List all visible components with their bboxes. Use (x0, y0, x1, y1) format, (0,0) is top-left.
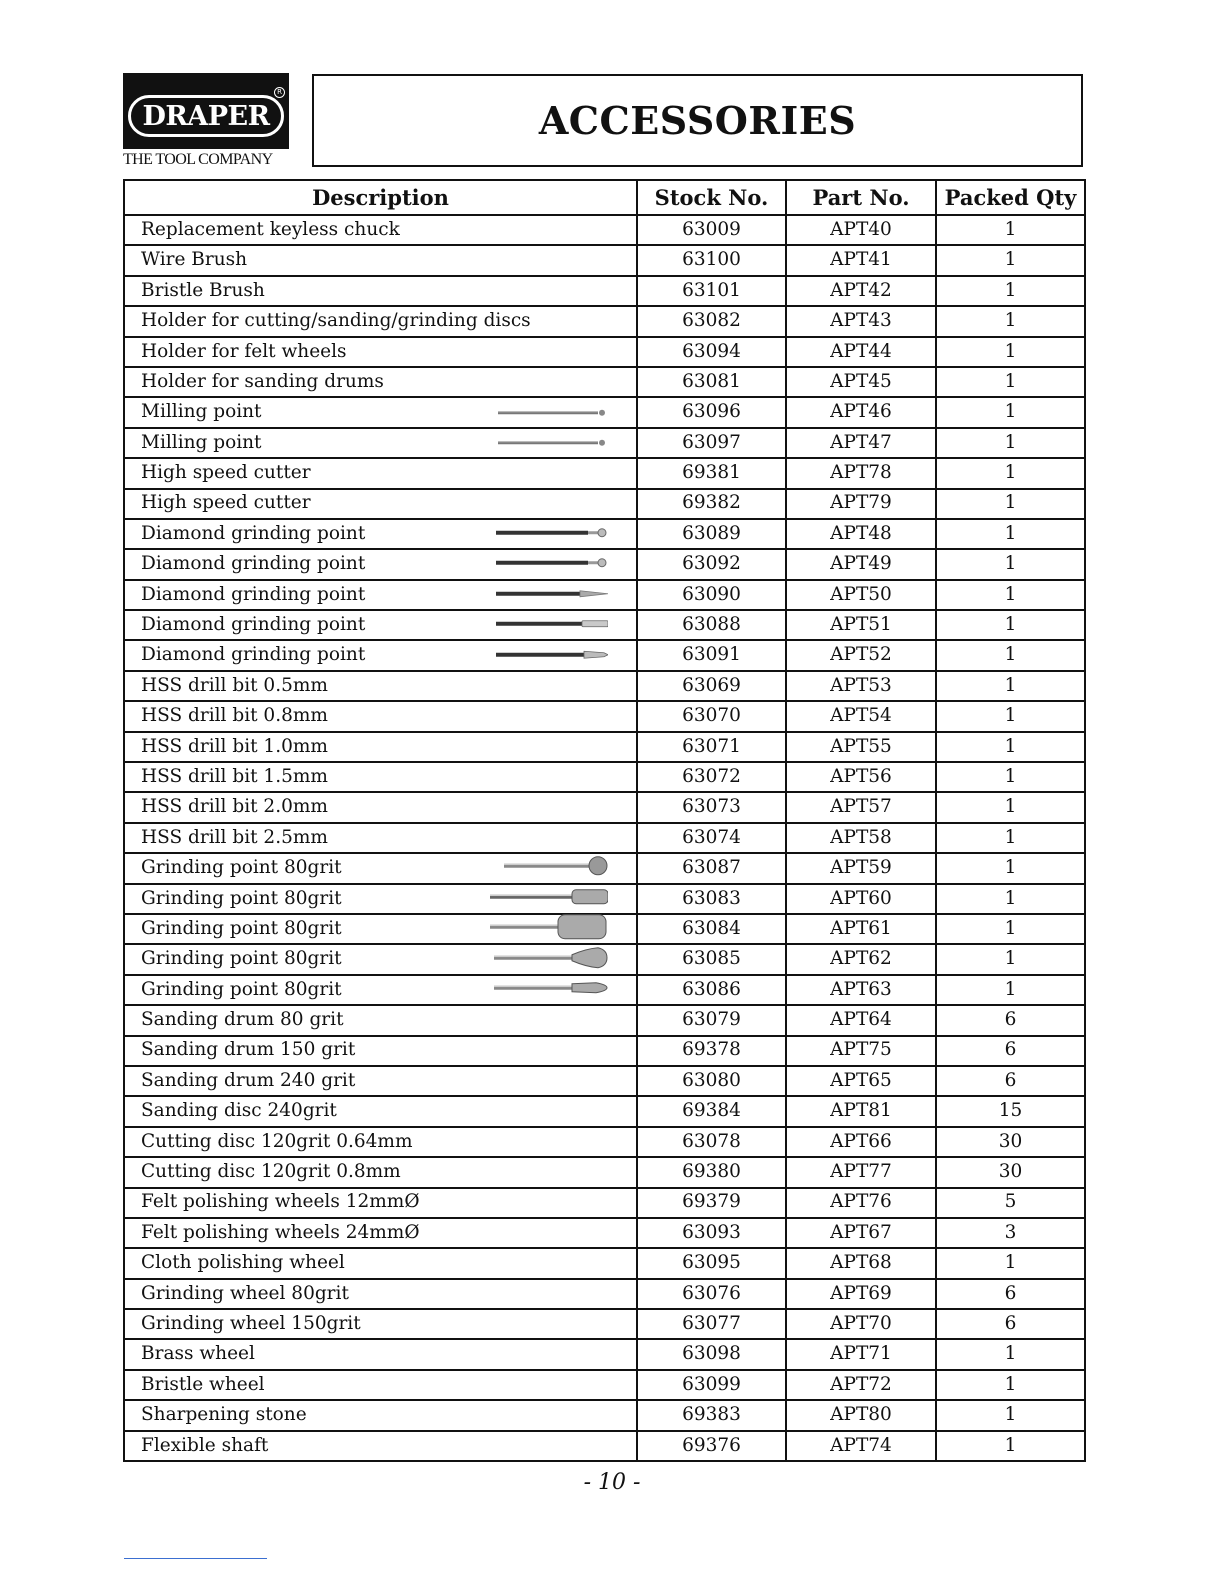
cell-packed-qty: 1 (936, 1370, 1085, 1400)
cell-stock-no: 63089 (637, 519, 786, 549)
cell-description (124, 367, 637, 397)
table-header-row (124, 180, 1085, 215)
logo-wordmark: DRAPER (128, 95, 284, 137)
table-row (124, 1188, 1085, 1218)
cell-packed-qty: 1 (936, 1431, 1085, 1461)
cell-packed-qty: 1 (936, 337, 1085, 367)
cell-stock-no: 63096 (637, 397, 786, 427)
cell-description (124, 610, 637, 640)
cell-part-no: APT57 (786, 792, 936, 822)
description-text: Diamond grinding point (141, 614, 366, 636)
cell-packed-qty: 1 (936, 944, 1085, 974)
cell-packed-qty: 1 (936, 1248, 1085, 1278)
cell-packed-qty: 1 (936, 884, 1085, 914)
cell-stock-no: 63082 (637, 306, 786, 336)
cell-packed-qty: 1 (936, 458, 1085, 488)
cell-packed-qty: 1 (936, 215, 1085, 245)
table-row (124, 489, 1085, 519)
table-row (124, 1400, 1085, 1430)
diamond-taper-icon (496, 646, 608, 665)
cell-description (124, 671, 637, 701)
cell-description (124, 1339, 637, 1369)
cell-packed-qty: 1 (936, 489, 1085, 519)
cell-stock-no: 63084 (637, 914, 786, 944)
table-row (124, 944, 1085, 974)
cell-stock-no: 63072 (637, 762, 786, 792)
cell-description (124, 245, 637, 275)
table-row (124, 549, 1085, 579)
cell-part-no: APT63 (786, 975, 936, 1005)
cell-part-no: APT79 (786, 489, 936, 519)
cell-stock-no: 63091 (637, 640, 786, 670)
cell-stock-no: 63074 (637, 823, 786, 853)
description-text: Holder for sanding drums (141, 370, 384, 392)
description-text: Flexible shaft (141, 1434, 269, 1456)
table-row (124, 671, 1085, 701)
cell-part-no: APT54 (786, 701, 936, 731)
cell-packed-qty: 15 (936, 1096, 1085, 1126)
cell-packed-qty: 1 (936, 580, 1085, 610)
cell-description (124, 337, 637, 367)
cell-part-no: APT77 (786, 1157, 936, 1187)
cell-description (124, 1400, 637, 1430)
table-row (124, 1157, 1085, 1187)
description-text: Diamond grinding point (141, 644, 366, 666)
cell-part-no: APT50 (786, 580, 936, 610)
cell-description (124, 1309, 637, 1339)
cell-description (124, 519, 637, 549)
draper-logo (123, 73, 289, 171)
description-text: Grinding point 80grit (141, 978, 342, 1000)
cell-description (124, 732, 637, 762)
cell-part-no: APT64 (786, 1005, 936, 1035)
table-row (124, 762, 1085, 792)
cell-packed-qty: 6 (936, 1005, 1085, 1035)
cell-packed-qty: 1 (936, 367, 1085, 397)
cell-description (124, 1157, 637, 1187)
cell-stock-no: 63079 (637, 1005, 786, 1035)
cell-stock-no: 63099 (637, 1370, 786, 1400)
cell-description (124, 762, 637, 792)
cell-stock-no: 69380 (637, 1157, 786, 1187)
cell-stock-no: 63086 (637, 975, 786, 1005)
description-text: Sanding drum 150 grit (141, 1039, 356, 1061)
cell-packed-qty: 6 (936, 1309, 1085, 1339)
cell-packed-qty: 1 (936, 640, 1085, 670)
description-text: Grinding point 80grit (141, 948, 342, 970)
cell-description (124, 701, 637, 731)
cell-packed-qty: 1 (936, 1400, 1085, 1430)
description-text: Cloth polishing wheel (141, 1252, 345, 1274)
table-row (124, 975, 1085, 1005)
cell-stock-no: 69383 (637, 1400, 786, 1430)
table-row (124, 428, 1085, 458)
cell-stock-no: 63101 (637, 276, 786, 306)
cell-part-no: APT52 (786, 640, 936, 670)
cell-stock-no: 69378 (637, 1036, 786, 1066)
cell-part-no: APT74 (786, 1431, 936, 1461)
logo-badge (123, 73, 289, 149)
cell-part-no: APT66 (786, 1127, 936, 1157)
cell-packed-qty: 5 (936, 1188, 1085, 1218)
cell-packed-qty: 3 (936, 1218, 1085, 1248)
description-text: Felt polishing wheels 12mmØ (141, 1191, 420, 1213)
cell-packed-qty: 1 (936, 914, 1085, 944)
cell-part-no: APT44 (786, 337, 936, 367)
table-row (124, 215, 1085, 245)
table-row (124, 1005, 1085, 1035)
cell-description (124, 975, 637, 1005)
cell-part-no: APT78 (786, 458, 936, 488)
cell-stock-no: 63083 (637, 884, 786, 914)
description-text: Felt polishing wheels 24mmØ (141, 1221, 420, 1243)
cell-part-no: APT46 (786, 397, 936, 427)
description-text: Sanding drum 240 grit (141, 1069, 356, 1091)
cell-packed-qty: 1 (936, 853, 1085, 883)
description-text: HSS drill bit 2.0mm (141, 796, 328, 818)
grind-taper-icon (494, 981, 608, 1000)
description-text: Holder for felt wheels (141, 340, 347, 362)
grind-cylinder-icon (490, 888, 608, 911)
table-row (124, 580, 1085, 610)
cell-packed-qty: 1 (936, 762, 1085, 792)
cell-description (124, 215, 637, 245)
table-row (124, 1339, 1085, 1369)
cell-part-no: APT58 (786, 823, 936, 853)
cell-stock-no: 63097 (637, 428, 786, 458)
cell-stock-no: 63069 (637, 671, 786, 701)
description-text: Cutting disc 120grit 0.64mm (141, 1130, 413, 1152)
cell-packed-qty: 1 (936, 975, 1085, 1005)
header-part-no: Part No. (786, 180, 936, 215)
cell-description (124, 823, 637, 853)
cell-packed-qty: 6 (936, 1036, 1085, 1066)
cell-stock-no: 63098 (637, 1339, 786, 1369)
description-text: HSS drill bit 1.0mm (141, 735, 328, 757)
table-row (124, 1370, 1085, 1400)
page-number: - 10 - (583, 1470, 641, 1495)
table-row (124, 640, 1085, 670)
cell-stock-no: 69384 (637, 1096, 786, 1126)
description-text: Grinding point 80grit (141, 917, 342, 939)
cell-stock-no: 63073 (637, 792, 786, 822)
table-row (124, 1036, 1085, 1066)
cell-part-no: APT68 (786, 1248, 936, 1278)
cell-stock-no: 63081 (637, 367, 786, 397)
description-text: Grinding point 80grit (141, 857, 342, 879)
cell-part-no: APT69 (786, 1279, 936, 1309)
cell-part-no: APT55 (786, 732, 936, 762)
cell-description (124, 640, 637, 670)
cell-part-no: APT47 (786, 428, 936, 458)
cell-stock-no: 63009 (637, 215, 786, 245)
cell-packed-qty: 1 (936, 549, 1085, 579)
description-text: Grinding wheel 150grit (141, 1313, 361, 1334)
cell-description (124, 853, 637, 883)
table-row (124, 610, 1085, 640)
description-text: Bristle wheel (141, 1373, 265, 1395)
cell-packed-qty: 1 (936, 823, 1085, 853)
cell-packed-qty: 1 (936, 792, 1085, 822)
table-row (124, 1248, 1085, 1278)
cell-stock-no: 69382 (637, 489, 786, 519)
cell-stock-no: 63085 (637, 944, 786, 974)
cell-description (124, 276, 637, 306)
cell-packed-qty: 6 (936, 1279, 1085, 1309)
cell-description (124, 1066, 637, 1096)
cell-packed-qty: 1 (936, 306, 1085, 336)
table-row (124, 823, 1085, 853)
table-row (124, 1309, 1085, 1339)
cell-description (124, 1218, 637, 1248)
cell-description (124, 944, 637, 974)
cell-part-no: APT65 (786, 1066, 936, 1096)
registered-mark: R (274, 87, 285, 98)
cell-stock-no: 63092 (637, 549, 786, 579)
cell-stock-no: 63070 (637, 701, 786, 731)
cell-stock-no: 69381 (637, 458, 786, 488)
description-text: HSS drill bit 2.5mm (141, 826, 328, 848)
cell-part-no: APT80 (786, 1400, 936, 1430)
cell-packed-qty: 30 (936, 1157, 1085, 1187)
page-title: ACCESSORIES (538, 98, 857, 143)
header-packed-qty: Packed Qty (936, 180, 1085, 215)
title-box (312, 74, 1083, 167)
cell-packed-qty: 30 (936, 1127, 1085, 1157)
header-description: Description (124, 180, 637, 215)
milling-point-icon (498, 403, 608, 422)
description-text: Wire Brush (141, 249, 248, 271)
cell-description (124, 1431, 637, 1461)
table-body (124, 215, 1085, 1461)
table-row (124, 853, 1085, 883)
description-text: High speed cutter (141, 462, 311, 484)
cell-part-no: APT60 (786, 884, 936, 914)
cell-packed-qty: 1 (936, 610, 1085, 640)
description-text: Diamond grinding point (141, 583, 366, 605)
grind-ball-icon (504, 856, 608, 881)
cell-description (124, 792, 637, 822)
table-row (124, 276, 1085, 306)
table-row (124, 1218, 1085, 1248)
cell-stock-no: 63071 (637, 732, 786, 762)
description-text: Sanding drum 80 grit (141, 1009, 344, 1031)
description-text: High speed cutter (141, 492, 311, 514)
table-row (124, 914, 1085, 944)
table-row (124, 1066, 1085, 1096)
cell-description (124, 1248, 637, 1278)
cell-part-no: APT48 (786, 519, 936, 549)
cell-part-no: APT75 (786, 1036, 936, 1066)
description-text: Bristle Brush (141, 279, 265, 301)
cell-stock-no: 63093 (637, 1218, 786, 1248)
table-row (124, 732, 1085, 762)
cell-packed-qty: 1 (936, 519, 1085, 549)
cell-packed-qty: 1 (936, 701, 1085, 731)
grind-large-cylinder-icon (490, 914, 608, 945)
milling-point-icon (498, 434, 608, 453)
cell-stock-no: 63076 (637, 1279, 786, 1309)
cell-packed-qty: 1 (936, 671, 1085, 701)
cell-part-no: APT59 (786, 853, 936, 883)
cell-part-no: APT49 (786, 549, 936, 579)
cell-part-no: APT70 (786, 1309, 936, 1339)
description-text: Diamond grinding point (141, 522, 366, 544)
cell-part-no: APT43 (786, 306, 936, 336)
cell-part-no: APT81 (786, 1096, 936, 1126)
cell-stock-no: 63090 (637, 580, 786, 610)
cell-packed-qty: 1 (936, 428, 1085, 458)
cell-packed-qty: 1 (936, 1339, 1085, 1369)
description-text: Sanding disc 240grit (141, 1100, 337, 1122)
cell-stock-no: 63078 (637, 1127, 786, 1157)
cell-part-no: APT53 (786, 671, 936, 701)
table-row (124, 337, 1085, 367)
cell-description (124, 549, 637, 579)
diamond-ball-icon (496, 525, 608, 544)
cell-stock-no: 63080 (637, 1066, 786, 1096)
description-text: HSS drill bit 0.8mm (141, 705, 328, 727)
cell-description (124, 458, 637, 488)
cell-packed-qty: 1 (936, 245, 1085, 275)
cell-part-no: APT42 (786, 276, 936, 306)
cell-packed-qty: 1 (936, 397, 1085, 427)
cell-part-no: APT72 (786, 1370, 936, 1400)
cell-stock-no: 63095 (637, 1248, 786, 1278)
cell-part-no: APT40 (786, 215, 936, 245)
logo-tagline: THE TOOL COMPANY (123, 151, 273, 168)
table-row (124, 792, 1085, 822)
table-row (124, 701, 1085, 731)
cell-part-no: APT41 (786, 245, 936, 275)
cell-packed-qty: 1 (936, 276, 1085, 306)
cell-part-no: APT61 (786, 914, 936, 944)
diamond-cylinder-icon (496, 616, 608, 635)
cell-packed-qty: 6 (936, 1066, 1085, 1096)
description-text: HSS drill bit 0.5mm (141, 674, 328, 696)
cell-description (124, 884, 637, 914)
cell-stock-no: 63094 (637, 337, 786, 367)
table-row (124, 367, 1085, 397)
cell-packed-qty: 1 (936, 732, 1085, 762)
description-text: Milling point (141, 401, 262, 423)
description-text: Sharpening stone (141, 1404, 307, 1426)
cell-description (124, 306, 637, 336)
table-row (124, 458, 1085, 488)
cell-description (124, 1188, 637, 1218)
cell-part-no: APT71 (786, 1339, 936, 1369)
description-text: Holder for cutting/sanding/grinding discs (141, 310, 531, 332)
cell-stock-no: 69376 (637, 1431, 786, 1461)
cell-part-no: APT51 (786, 610, 936, 640)
cell-description (124, 1370, 637, 1400)
cell-description (124, 1279, 637, 1309)
footer-rule (124, 1558, 267, 1559)
cell-description (124, 580, 637, 610)
description-text: Diamond grinding point (141, 553, 366, 575)
cell-description (124, 1096, 637, 1126)
table-row (124, 397, 1085, 427)
table-row (124, 1279, 1085, 1309)
cell-stock-no: 63100 (637, 245, 786, 275)
description-text: Grinding point 80grit (141, 887, 342, 909)
cell-part-no: APT62 (786, 944, 936, 974)
description-text: Milling point (141, 431, 262, 453)
table-row (124, 245, 1085, 275)
cell-part-no: APT45 (786, 367, 936, 397)
cell-description (124, 1005, 637, 1035)
cell-part-no: APT76 (786, 1188, 936, 1218)
cell-stock-no: 69379 (637, 1188, 786, 1218)
cell-part-no: APT56 (786, 762, 936, 792)
table-row (124, 1127, 1085, 1157)
grind-flame-icon (494, 945, 608, 974)
cell-part-no: APT67 (786, 1218, 936, 1248)
description-text: Cutting disc 120grit 0.8mm (141, 1161, 401, 1183)
cell-description (124, 1127, 637, 1157)
description-text: Replacement keyless chuck (141, 218, 400, 240)
cell-description (124, 489, 637, 519)
header-stock-no: Stock No. (637, 180, 786, 215)
cell-stock-no: 63088 (637, 610, 786, 640)
diamond-cone-icon (496, 586, 608, 605)
cell-description (124, 397, 637, 427)
cell-description (124, 914, 637, 944)
description-text: Brass wheel (141, 1343, 255, 1365)
description-text: HSS drill bit 1.5mm (141, 765, 328, 787)
cell-description (124, 1036, 637, 1066)
table-row (124, 1096, 1085, 1126)
table-row (124, 884, 1085, 914)
table-row (124, 519, 1085, 549)
diamond-ball-icon (496, 555, 608, 574)
cell-description (124, 428, 637, 458)
table-row (124, 306, 1085, 336)
description-text: Grinding wheel 80grit (141, 1282, 349, 1304)
cell-stock-no: 63087 (637, 853, 786, 883)
cell-stock-no: 63077 (637, 1309, 786, 1339)
table-row (124, 1431, 1085, 1461)
accessories-table (123, 179, 1086, 1462)
